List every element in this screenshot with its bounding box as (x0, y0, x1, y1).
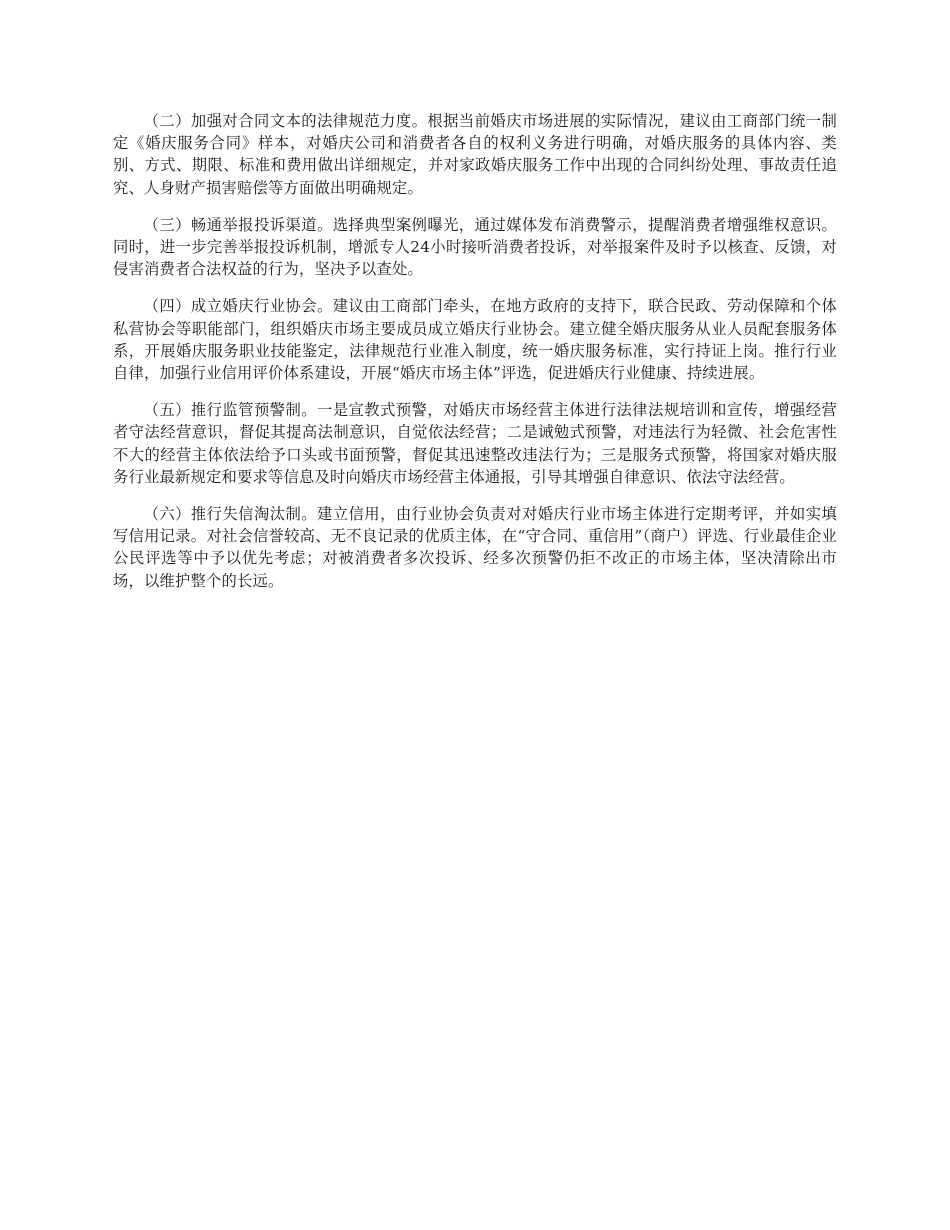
paragraph-4: （四）成立婚庆行业协会。建议由工商部门牵头，在地方政府的支持下，联合民政、劳动保障和个体私营协会等职能部门，组织婚庆市场主要成员成立婚庆行业协会。建立健全婚庆服务从业人员配套服务体系，开展婚庆服务职业技能鉴定，法律规范行业准入制度，统一婚庆服务标准，实行持证上岗。推行行业自律，加强行业信用评价体系建设，开展“婚庆市场主体”评选，促进婚庆行业健康、持续进展。 (113, 297, 837, 383)
document-body (113, 110, 837, 607)
paragraph-5: （五）推行监管预警制。一是宣教式预警，对婚庆市场经营主体进行法律法规培训和宣传，增强经营者守法经营意识，督促其提高法制意识，自觉依法经营；二是诫勉式预警，对违法行为轻微、社会危害性不大的经营主体依法给予口头或书面预警，督促其迅速整改违法行为；三是服务式预警，将国家对婚庆服务行业最新规定和要求等信息及时向婚庆市场经营主体通报，引导其增强自律意识、依法守法经营。 (113, 401, 837, 486)
paragraph-6: （六）推行失信淘汰制。建立信用，由行业协会负责对对婚庆行业市场主体进行定期考评，并如实填写信用记录。对社会信誉较高、无不良记录的优质主体，在“守合同、重信用”（商户）评选、行业最佳企业公民评选等中予以优先考虑；对被消费者多次投诉、经多次预警仍拒不改正的市场主体，坚决清除出市场，以维护整个的长远。 (113, 505, 837, 590)
paragraph-3: （三）畅通举报投诉渠道。选择典型案例曝光，通过媒体发布消费警示，提醒消费者增强维权意识。同时，进一步完善举报投诉机制，增派专人24小时接听消费者投诉，对举报案件及时予以核查、反馈，对侵害消费者合法权益的行为，坚决予以查处。 (113, 215, 837, 279)
paragraph-2: （二）加强对合同文本的法律规范力度。根据当前婚庆市场进展的实际情况，建议由工商部门统一制定《婚庆服务合同》样本，对婚庆公司和消费者各自的权利义务进行明确，对婚庆服务的具体内容、类别、方式、期限、标准和费用做出详细规定，并对家政婚庆服务工作中出现的合同纠纷处理、事故责任追究、人身财产损害赔偿等方面做出明确规定。 (113, 112, 837, 197)
